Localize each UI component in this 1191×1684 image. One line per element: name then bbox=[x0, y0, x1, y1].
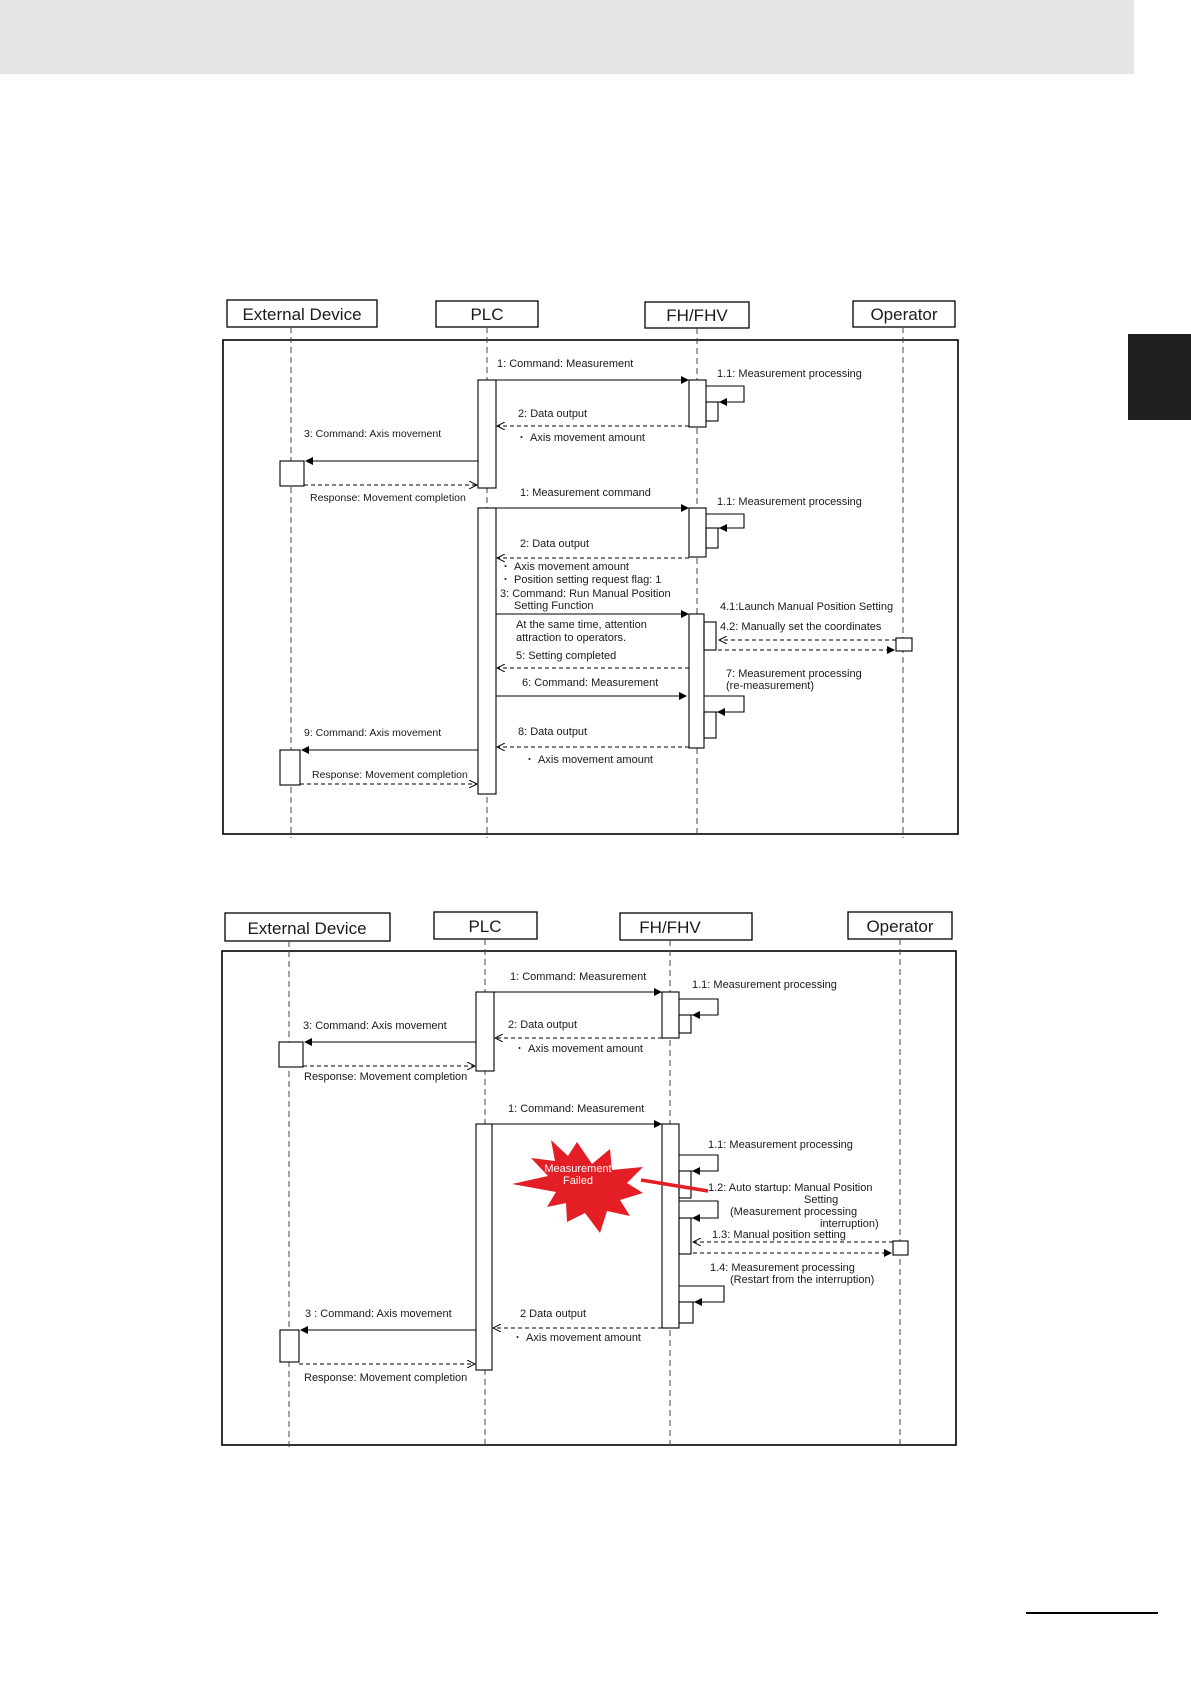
activation-plc-2 bbox=[476, 1124, 492, 1370]
label-m9: 9: Command: Axis movement bbox=[304, 727, 442, 739]
label-m3b: 3 : Command: Axis movement bbox=[305, 1308, 452, 1320]
label-m2: 2: Data output bbox=[518, 408, 588, 420]
label-m1: 1: Command: Measurement bbox=[510, 971, 647, 983]
label-m4-1: 1.1: Measurement processing bbox=[708, 1139, 853, 1151]
self-call-b-1-2 bbox=[679, 1201, 718, 1218]
actor-operator bbox=[848, 912, 952, 939]
label-m6-b: Setting Function bbox=[514, 600, 594, 612]
burst-text-line2: Failed bbox=[563, 1175, 593, 1187]
actor-plc bbox=[434, 912, 537, 939]
self-call-b-1-1 bbox=[679, 1155, 718, 1171]
label-m7-a: 7: Measurement processing bbox=[726, 668, 862, 680]
activation-ext-2 bbox=[280, 1330, 299, 1362]
label-m2-note: ・ Axis movement amount bbox=[516, 432, 645, 444]
label-m2b-note: ・ Axis movement amount bbox=[512, 1332, 641, 1344]
self-call-1-1 bbox=[679, 999, 718, 1015]
label-m5-note2: ・ Position setting request flag: 1 bbox=[500, 574, 662, 586]
label-m8-note: ・ Axis movement amount bbox=[524, 754, 653, 766]
label-m6-a: 3: Command: Run Manual Position bbox=[500, 588, 671, 600]
label-m6-note-b: attraction to operators. bbox=[516, 632, 627, 644]
actor-external-device bbox=[225, 913, 390, 941]
label-m9-resp: Response: Movement completion bbox=[312, 769, 468, 781]
label-m41: 4.1:Launch Manual Position Setting bbox=[720, 601, 894, 613]
svg-text:PLC: PLC bbox=[468, 917, 502, 936]
label-m1: 1: Command: Measurement bbox=[497, 358, 634, 370]
activation-fh-2 bbox=[662, 1124, 679, 1328]
svg-text:External Device: External Device bbox=[247, 919, 367, 938]
label-m3-resp: Response: Movement completion bbox=[304, 1071, 468, 1083]
label-m2b: 2 Data output bbox=[520, 1308, 587, 1320]
svg-text:FH/FHV: FH/FHV bbox=[666, 306, 728, 325]
self-call-b-1-4 bbox=[679, 1286, 724, 1302]
label-m5: 2: Data output bbox=[520, 538, 590, 550]
label-m42: 4.2: Manually set the coordinates bbox=[720, 621, 882, 633]
label-m6-note-a: At the same time, attention bbox=[516, 619, 647, 631]
label-m5c: 5: Setting completed bbox=[516, 650, 617, 662]
activation-operator bbox=[893, 1241, 908, 1255]
label-m4-1: 1.1: Measurement processing bbox=[717, 496, 862, 508]
label-m12-b: Setting bbox=[804, 1194, 839, 1206]
label-m7-b: (re-measurement) bbox=[726, 680, 815, 692]
actor-fh-fhv bbox=[620, 913, 752, 940]
label-m3-resp: Response: Movement completion bbox=[310, 492, 466, 504]
activation-fh-1 bbox=[662, 992, 679, 1038]
activation-plc-1 bbox=[476, 992, 494, 1071]
self-call-b-1-2-box bbox=[679, 1218, 691, 1254]
burst-text-line1: Measurement bbox=[544, 1163, 612, 1175]
svg-text:PLC: PLC bbox=[470, 305, 504, 324]
label-m12-a: 1.2: Auto startup: Manual Position bbox=[708, 1182, 873, 1194]
label-m2: 2: Data output bbox=[508, 1019, 578, 1031]
label-m4: 1: Measurement command bbox=[520, 487, 651, 499]
label-m4: 1: Command: Measurement bbox=[508, 1103, 645, 1115]
label-m1-1: 1.1: Measurement processing bbox=[717, 368, 862, 380]
label-m3: 3: Command: Axis movement bbox=[304, 428, 442, 440]
svg-text:Operator: Operator bbox=[866, 917, 934, 936]
self-call-b-1-4-box bbox=[679, 1302, 693, 1323]
label-m14-b: (Restart from the interruption) bbox=[730, 1274, 875, 1286]
label-m2-note: ・ Axis movement amount bbox=[514, 1043, 643, 1055]
label-m12-d: interruption) bbox=[820, 1218, 879, 1230]
svg-text:External Device: External Device bbox=[242, 305, 362, 324]
label-m14-a: 1.4: Measurement processing bbox=[710, 1262, 855, 1274]
label-m6c: 6: Command: Measurement bbox=[522, 677, 659, 689]
label-m12-c: (Measurement processing bbox=[730, 1206, 858, 1218]
label-m5-note1: ・ Axis movement amount bbox=[500, 561, 629, 573]
svg-text:FH/FHV: FH/FHV bbox=[639, 918, 701, 937]
activation-ext-1 bbox=[279, 1042, 303, 1067]
svg-text:Operator: Operator bbox=[870, 305, 938, 324]
self-call-1-1-box bbox=[679, 1015, 691, 1033]
label-m3: 3: Command: Axis movement bbox=[303, 1020, 447, 1032]
self-call-b-1-1-box bbox=[679, 1171, 691, 1198]
label-m8: 8: Data output bbox=[518, 726, 588, 738]
label-m3b-resp: Response: Movement completion bbox=[304, 1372, 468, 1384]
label-m1-1: 1.1: Measurement processing bbox=[692, 979, 837, 991]
label-m13: 1.3: Manual position setting bbox=[712, 1229, 846, 1241]
